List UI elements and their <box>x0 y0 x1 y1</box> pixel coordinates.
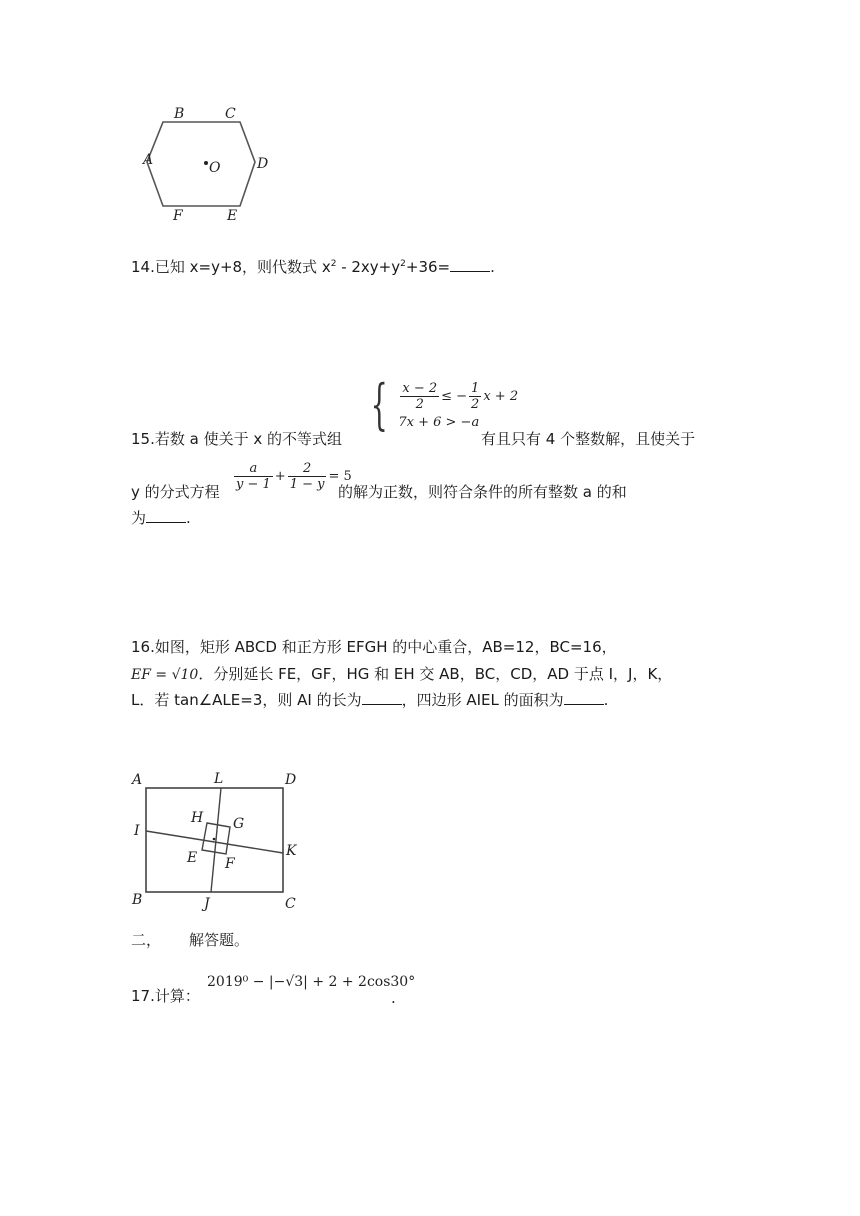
label-H: H <box>191 810 204 826</box>
sys-row1-fnum: 1 <box>471 380 480 396</box>
label-G: G <box>233 816 245 832</box>
q14-sup1: 2 <box>330 259 337 269</box>
label-J: J <box>204 896 210 912</box>
q16-area-blank[interactable] <box>564 690 604 705</box>
q15-line2-suffix-text: 的解为正数，则符合条件的所有整数 a 的和 <box>338 483 627 501</box>
q17-expression-text: 2019⁰ − |−√3| + 2 + 2cos30° <box>207 974 416 990</box>
sys-row1-mid: ≤ − <box>441 388 468 404</box>
question-16-line3 <box>131 690 608 710</box>
question-17-end <box>391 988 396 1008</box>
hexagon-figure <box>135 100 285 230</box>
eq-num1: a <box>234 461 273 477</box>
sys-row1-fden: 2 <box>471 396 480 412</box>
section-2-number: 二， <box>131 931 162 949</box>
q17-end-text: . <box>391 989 396 1007</box>
question-16-line1 <box>131 637 617 657</box>
label-A: A <box>132 772 143 788</box>
hexagon-shape <box>147 122 255 206</box>
q14-prefix: 14.已知 x=y+8，则代数式 x <box>131 258 331 276</box>
q16-line3-mid: ，四边形 AIEL 的面积为 <box>401 691 564 709</box>
q15-line1-prefix-text: 15.若数 a 使关于 x 的不等式组 <box>131 430 342 448</box>
q16-line1-text: 16.如图，矩形 ABCD 和正方形 EFGH 的中心重合，AB=12，BC=16， <box>131 638 617 656</box>
q15-line3-prefix: 为 <box>131 509 147 527</box>
label-F: F <box>173 208 183 224</box>
q15-line1-suffix-text: 有且只有 4 个整数解，且使关于 <box>481 430 696 448</box>
question-16-line2 <box>131 664 672 685</box>
question-15-line2-suffix <box>338 482 627 502</box>
label-F: F <box>225 856 235 872</box>
line-LJ <box>211 788 221 892</box>
question-15-line1-prefix <box>131 429 342 449</box>
label-O: O <box>209 160 221 176</box>
q17-expression <box>207 972 415 992</box>
label-L: L <box>214 771 224 787</box>
label-I: I <box>134 823 140 839</box>
q15-answer-blank[interactable] <box>146 508 186 523</box>
q14-sup2: 2 <box>400 259 406 269</box>
center-dot <box>213 838 216 841</box>
sys-row1-tail: x + 2 <box>483 388 519 404</box>
sys-row1-den: 2 <box>415 396 424 412</box>
label-B: B <box>132 892 143 908</box>
label-E: E <box>227 208 238 224</box>
q17-prefix-text: 17.计算： <box>131 987 200 1005</box>
eq-den1: y − 1 <box>236 476 271 492</box>
fraction-equation <box>232 452 352 500</box>
rectangle-figure <box>125 765 315 915</box>
question-15-line1-suffix <box>481 429 695 449</box>
eq-num2: 2 <box>288 461 327 477</box>
section-2-title: 解答题。 <box>189 931 250 949</box>
left-brace: { <box>370 373 388 436</box>
q16-ai-blank[interactable] <box>362 690 402 705</box>
question-17-prefix <box>131 986 200 1006</box>
center-point <box>204 161 208 165</box>
q15-line3-end: . <box>186 509 191 527</box>
question-15-line2-prefix <box>131 482 220 502</box>
q14-answer-blank[interactable] <box>450 257 490 272</box>
label-C: C <box>225 106 236 122</box>
q16-ef-formula: EF = √10 <box>131 667 199 683</box>
sys-row2: 7x + 6 > −a <box>398 415 480 430</box>
q15-line2-prefix-text: y 的分式方程 <box>131 483 220 501</box>
eq-den2: 1 − y <box>289 476 325 492</box>
q16-line2-rest: ．分别延长 FE，GF，HG 和 EH 交 AB，BC，CD，AD 于点 I，J，K， <box>198 665 673 683</box>
eq-rhs: = 5 <box>328 468 352 484</box>
inequality-system <box>362 373 519 436</box>
q14-mid: - 2xy+y <box>336 258 401 276</box>
label-K: K <box>286 843 297 859</box>
q14-end: . <box>490 258 495 276</box>
q16-line3-prefix: L．若 tan∠ALE=3，则 AI 的长为 <box>131 691 362 709</box>
sys-row1-num: x − 2 <box>402 380 438 396</box>
label-C: C <box>285 896 296 912</box>
label-A: A <box>143 152 154 168</box>
q14-suffix: +36= <box>405 258 451 276</box>
q16-line3-end: . <box>603 691 609 709</box>
question-14 <box>131 254 495 277</box>
eq-plus: + <box>274 468 286 484</box>
question-15-line3 <box>131 508 191 528</box>
label-D: D <box>257 156 269 172</box>
label-B: B <box>174 106 185 122</box>
label-D: D <box>285 772 297 788</box>
label-E: E <box>187 850 198 866</box>
section-2-heading <box>131 930 249 950</box>
